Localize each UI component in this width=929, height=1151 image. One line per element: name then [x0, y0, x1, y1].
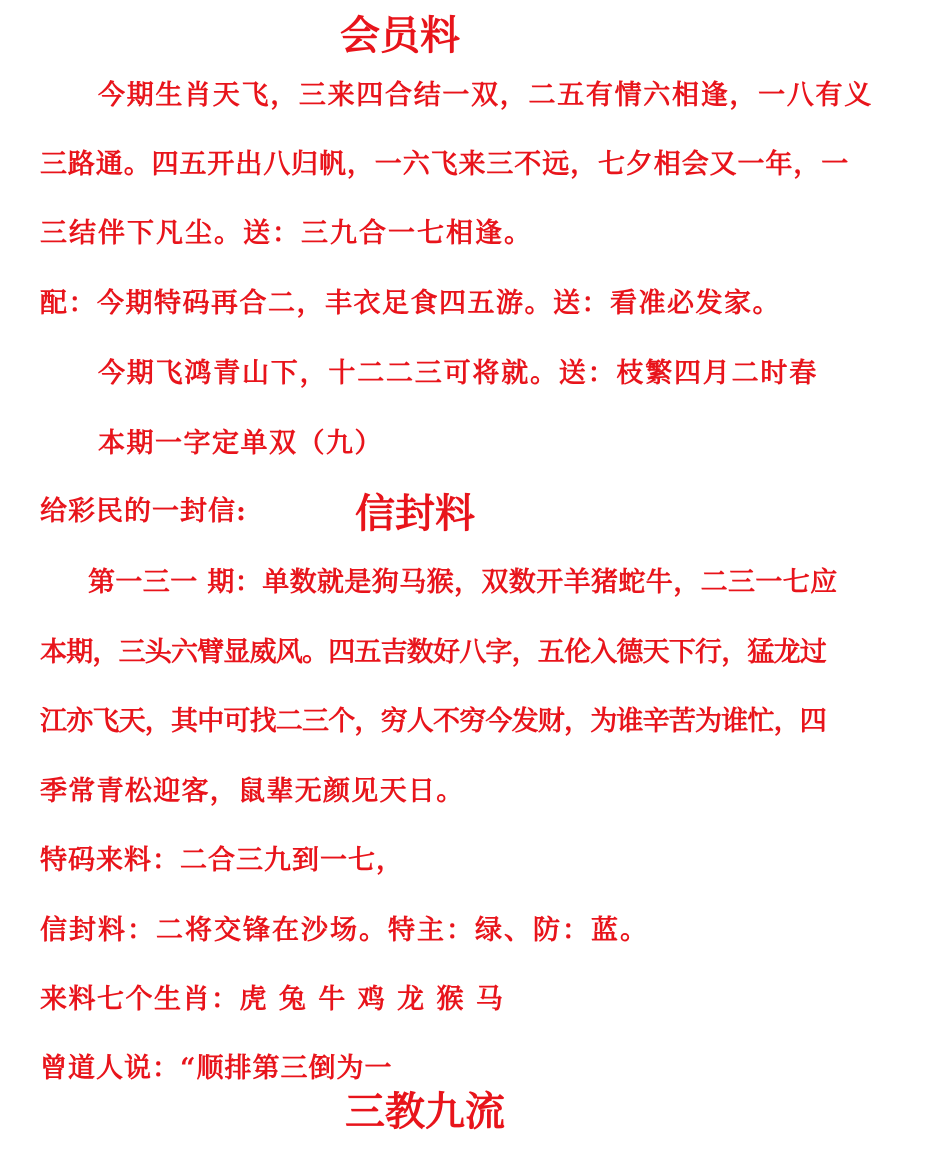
member-line-5: 今期飞鸿青山下，十二二三可将就。送：枝繁四月二时春	[98, 358, 818, 389]
envelope-line-6: 信封料：二将交锋在沙场。特主：绿、防：蓝。	[40, 915, 649, 946]
member-line-4: 配：今期特码再合二，丰衣足食四五游。送：看准必发家。	[40, 288, 781, 319]
section-member-title: 会员料	[340, 12, 460, 59]
letter-heading: 给彩民的一封信:	[40, 496, 247, 527]
member-line-6: 本期一字定单双（九）	[98, 428, 383, 459]
envelope-line-8: 曾道人说：“顺排第三倒为一	[40, 1053, 393, 1084]
section-three-teachings-title: 三教九流	[345, 1088, 505, 1135]
member-line-3: 三结伴下凡尘。送：三九合一七相逢。	[40, 218, 533, 249]
section-envelope-title: 信封料	[355, 490, 475, 537]
member-line-2: 三路通。四五开出八归帆，一六飞来三不远，七夕相会又一年，一	[40, 149, 850, 180]
envelope-line-4: 季常青松迎客，鼠辈无颜见天日。	[40, 776, 465, 807]
envelope-line-7: 来料七个生肖：虎 兔 牛 鸡 龙 猴 马	[40, 984, 505, 1015]
envelope-line-3: 江亦飞天，其中可找二三个，穷人不穷今发财，为谁辛苦为谁忙，四	[40, 706, 826, 737]
envelope-line-2: 本期，三头六臂显威风。四五吉数好八字，五伦入德天下行，猛龙过	[40, 637, 826, 668]
member-line-1: 今期生肖天飞，三来四合结一双，二五有情六相逢，一八有义	[98, 80, 873, 111]
envelope-line-1: 第一三一 期：单数就是狗马猴，双数开羊猪蛇牛，二三一七应	[88, 567, 838, 598]
envelope-line-5: 特码来料：二合三九到一七，	[40, 845, 404, 876]
